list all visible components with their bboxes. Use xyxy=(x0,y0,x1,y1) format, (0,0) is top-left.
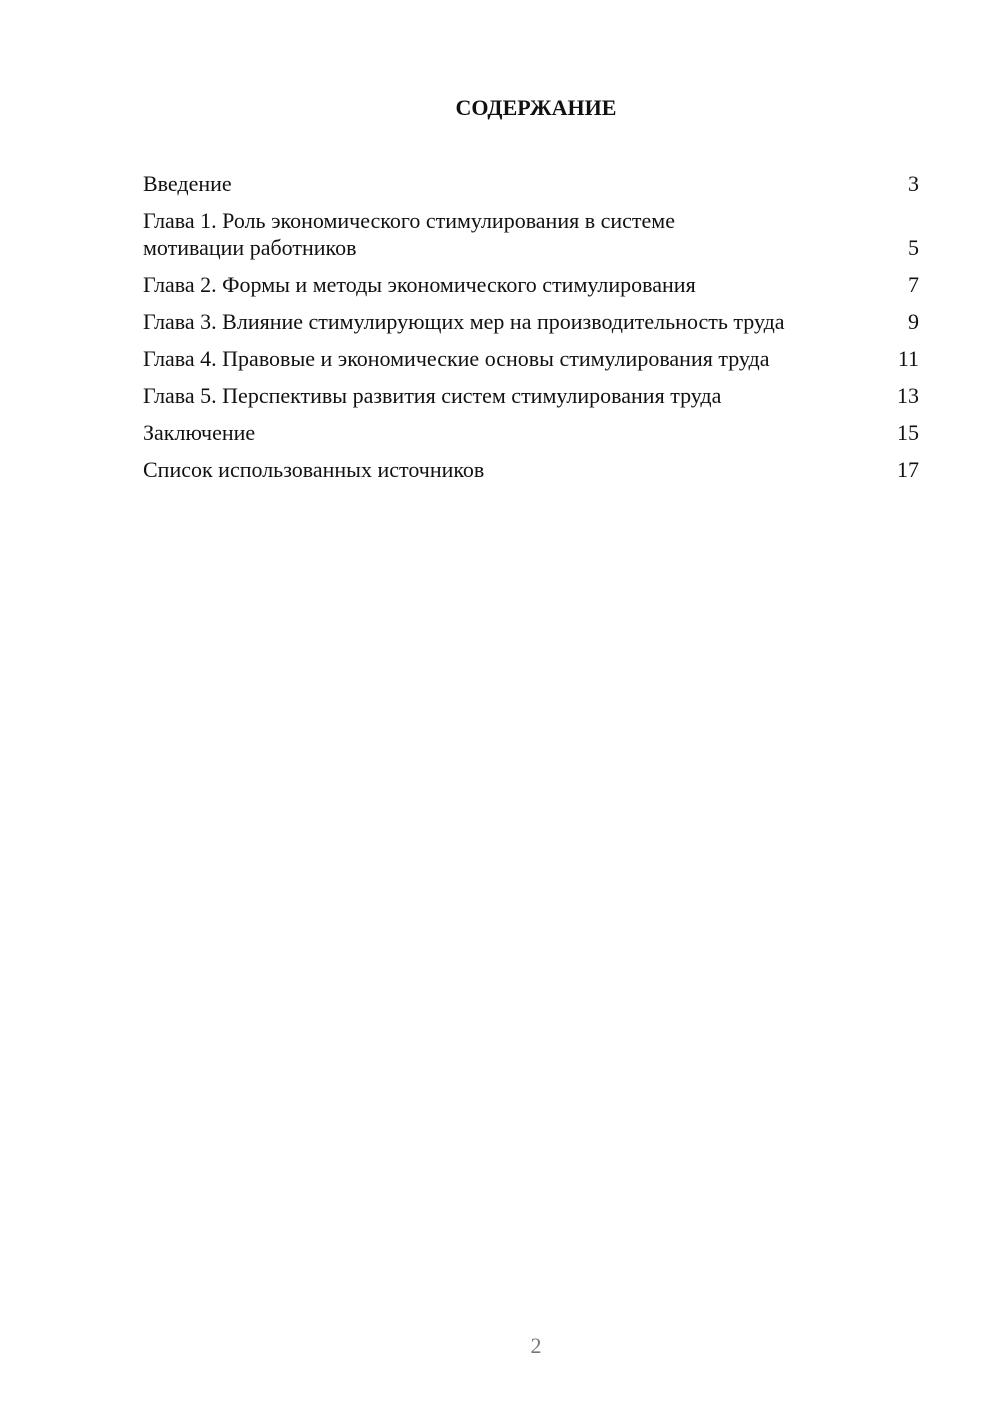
toc-entry-chapter-5[interactable] xyxy=(143,382,919,409)
page-number: 2 xyxy=(530,1333,542,1358)
toc-entry-chapter-4[interactable] xyxy=(143,345,919,372)
toc-entry-chapter-1[interactable] xyxy=(143,207,919,261)
toc-entry-references[interactable] xyxy=(143,456,919,483)
toc-entry-page: 13 xyxy=(897,383,919,408)
toc-entry-chapter-3[interactable] xyxy=(143,308,919,335)
toc-entry-conclusion[interactable] xyxy=(143,419,919,446)
table-of-contents xyxy=(143,170,919,493)
toc-entry-chapter-2[interactable] xyxy=(143,271,919,298)
toc-entry-page: 17 xyxy=(897,457,919,482)
toc-entry-page: 11 xyxy=(897,346,919,371)
toc-entry-page: 3 xyxy=(908,171,919,196)
toc-entry-text: Введение xyxy=(143,171,232,196)
toc-entry-text: Заключение xyxy=(143,420,256,445)
toc-entry-page: 15 xyxy=(897,420,919,445)
toc-entry-text: Глава 5. Перспективы развития систем стимулирования труда xyxy=(143,383,722,408)
toc-entry-page: 5 xyxy=(908,235,919,260)
toc-entry-text: Глава 4. Правовые и экономические основы стимулирования труда xyxy=(143,346,770,371)
toc-entry-text: Глава 3. Влияние стимулирующих мер на производительность труда xyxy=(143,309,785,334)
toc-entry-page: 9 xyxy=(908,309,919,334)
page-title: СОДЕРЖАНИЕ xyxy=(455,95,617,120)
toc-entry-page: 7 xyxy=(908,272,919,297)
toc-entry-text: Глава 2. Формы и методы экономического стимулирования xyxy=(143,272,696,297)
toc-entry-text: Список использованных источников xyxy=(143,457,485,482)
toc-entry-text: Глава 1. Роль экономического стимулирования в системе мотивации работников xyxy=(143,208,675,260)
toc-entry-introduction[interactable] xyxy=(143,170,919,197)
